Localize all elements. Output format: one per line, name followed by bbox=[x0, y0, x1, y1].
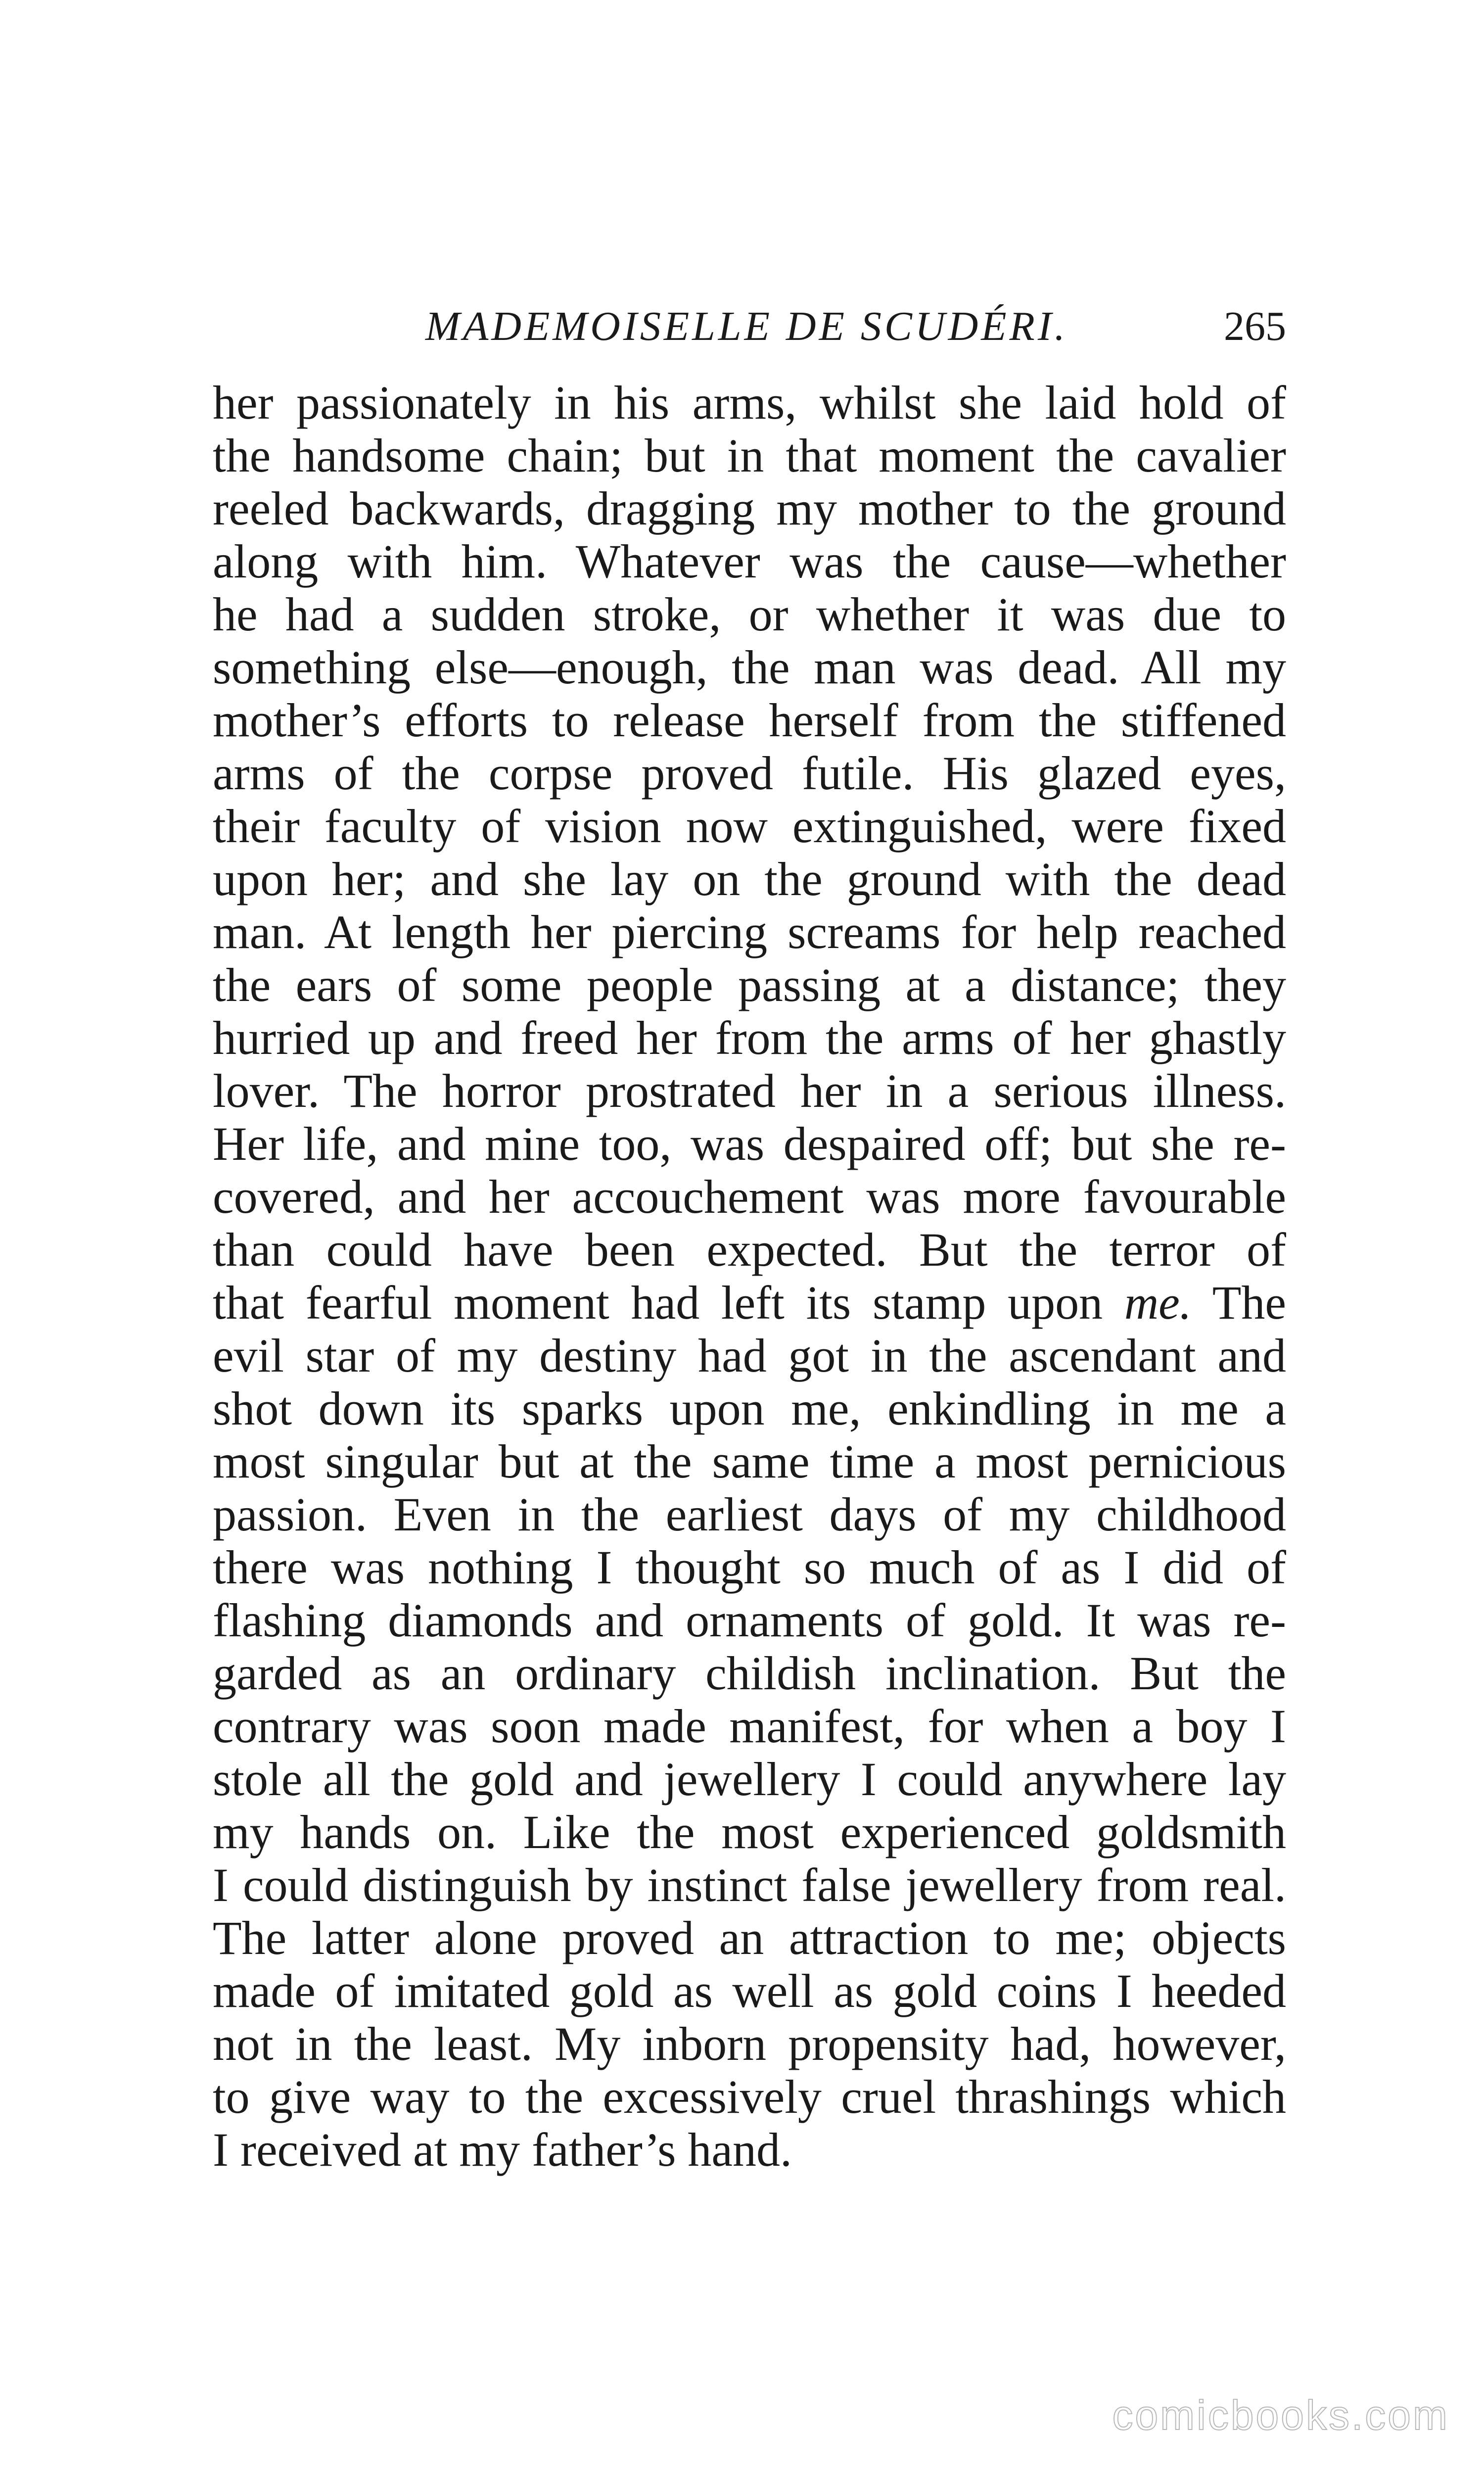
text-line: most singular but at the same time a most pernicious bbox=[213, 1435, 1286, 1488]
text-line: along with him. Whatever was the cause—whether bbox=[213, 535, 1286, 588]
emphasized-word: me. bbox=[1124, 1276, 1192, 1329]
text-line: The latter alone proved an attraction to me; objects bbox=[213, 1911, 1286, 1964]
text-line: flashing diamonds and ornaments of gold. It was re- bbox=[213, 1594, 1286, 1647]
body-text bbox=[213, 376, 1286, 2176]
text-line: covered, and her accouchement was more favourable bbox=[213, 1170, 1286, 1223]
text-line: my hands on. Like the most experienced goldsmith bbox=[213, 1806, 1286, 1858]
running-title: MADEMOISELLE DE SCUDÉRI. bbox=[425, 303, 1068, 349]
text-line-with-emphasis bbox=[213, 1276, 1286, 1329]
text-line: her passionately in his arms, whilst she laid hold of bbox=[213, 376, 1286, 429]
text-line: there was nothing I thought so much of as I did of bbox=[213, 1541, 1286, 1594]
text-line: Her life, and mine too, was despaired off; but she re- bbox=[213, 1117, 1286, 1170]
text-line: shot down its sparks upon me, enkindling in me a bbox=[213, 1382, 1286, 1435]
text-line: the handsome chain; but in that moment the cavalier bbox=[213, 429, 1286, 482]
text-segment: that fearful moment had left its stamp upon bbox=[213, 1276, 1124, 1329]
watermark: comicbooks.com bbox=[1112, 2392, 1449, 2438]
text-line: the ears of some people passing at a distance; they bbox=[213, 958, 1286, 1011]
text-line: hurried up and freed her from the arms of her ghastly bbox=[213, 1011, 1286, 1064]
text-line: man. At length her piercing screams for help reached bbox=[213, 905, 1286, 958]
text-line: garded as an ordinary childish inclination. But the bbox=[213, 1647, 1286, 1700]
text-line: upon her; and she lay on the ground with the dead bbox=[213, 853, 1286, 905]
text-line: their faculty of vision now extinguished, were fixed bbox=[213, 800, 1286, 853]
text-line: something else—enough, the man was dead. All my bbox=[213, 641, 1286, 694]
text-line: not in the least. My inborn propensity had, however, bbox=[213, 2017, 1286, 2070]
text-line: passion. Even in the earliest days of my childhood bbox=[213, 1488, 1286, 1541]
page-number: 265 bbox=[1224, 303, 1286, 349]
text-line: made of imitated gold as well as gold coins I heeded bbox=[213, 1964, 1286, 2017]
text-line: evil star of my destiny had got in the ascendant and bbox=[213, 1329, 1286, 1382]
text-line: contrary was soon made manifest, for when a boy I bbox=[213, 1700, 1286, 1753]
text-line: reeled backwards, dragging my mother to the ground bbox=[213, 482, 1286, 535]
text-line: than could have been expected. But the terror of bbox=[213, 1223, 1286, 1276]
text-line: mother’s efforts to release herself from the stiffened bbox=[213, 694, 1286, 747]
running-head bbox=[213, 297, 1286, 356]
text-line: lover. The horror prostrated her in a serious illness. bbox=[213, 1064, 1286, 1117]
text-line: to give way to the excessively cruel thrashings which bbox=[213, 2070, 1286, 2123]
text-line: I received at my father’s hand. bbox=[213, 2123, 792, 2176]
text-line: I could distinguish by instinct false jewellery from real. bbox=[213, 1858, 1286, 1911]
text-line: stole all the gold and jewellery I could anywhere lay bbox=[213, 1753, 1286, 1806]
text-segment: The bbox=[1191, 1276, 1286, 1329]
text-line: arms of the corpse proved futile. His glazed eyes, bbox=[213, 747, 1286, 800]
text-line: he had a sudden stroke, or whether it was due to bbox=[213, 588, 1286, 641]
